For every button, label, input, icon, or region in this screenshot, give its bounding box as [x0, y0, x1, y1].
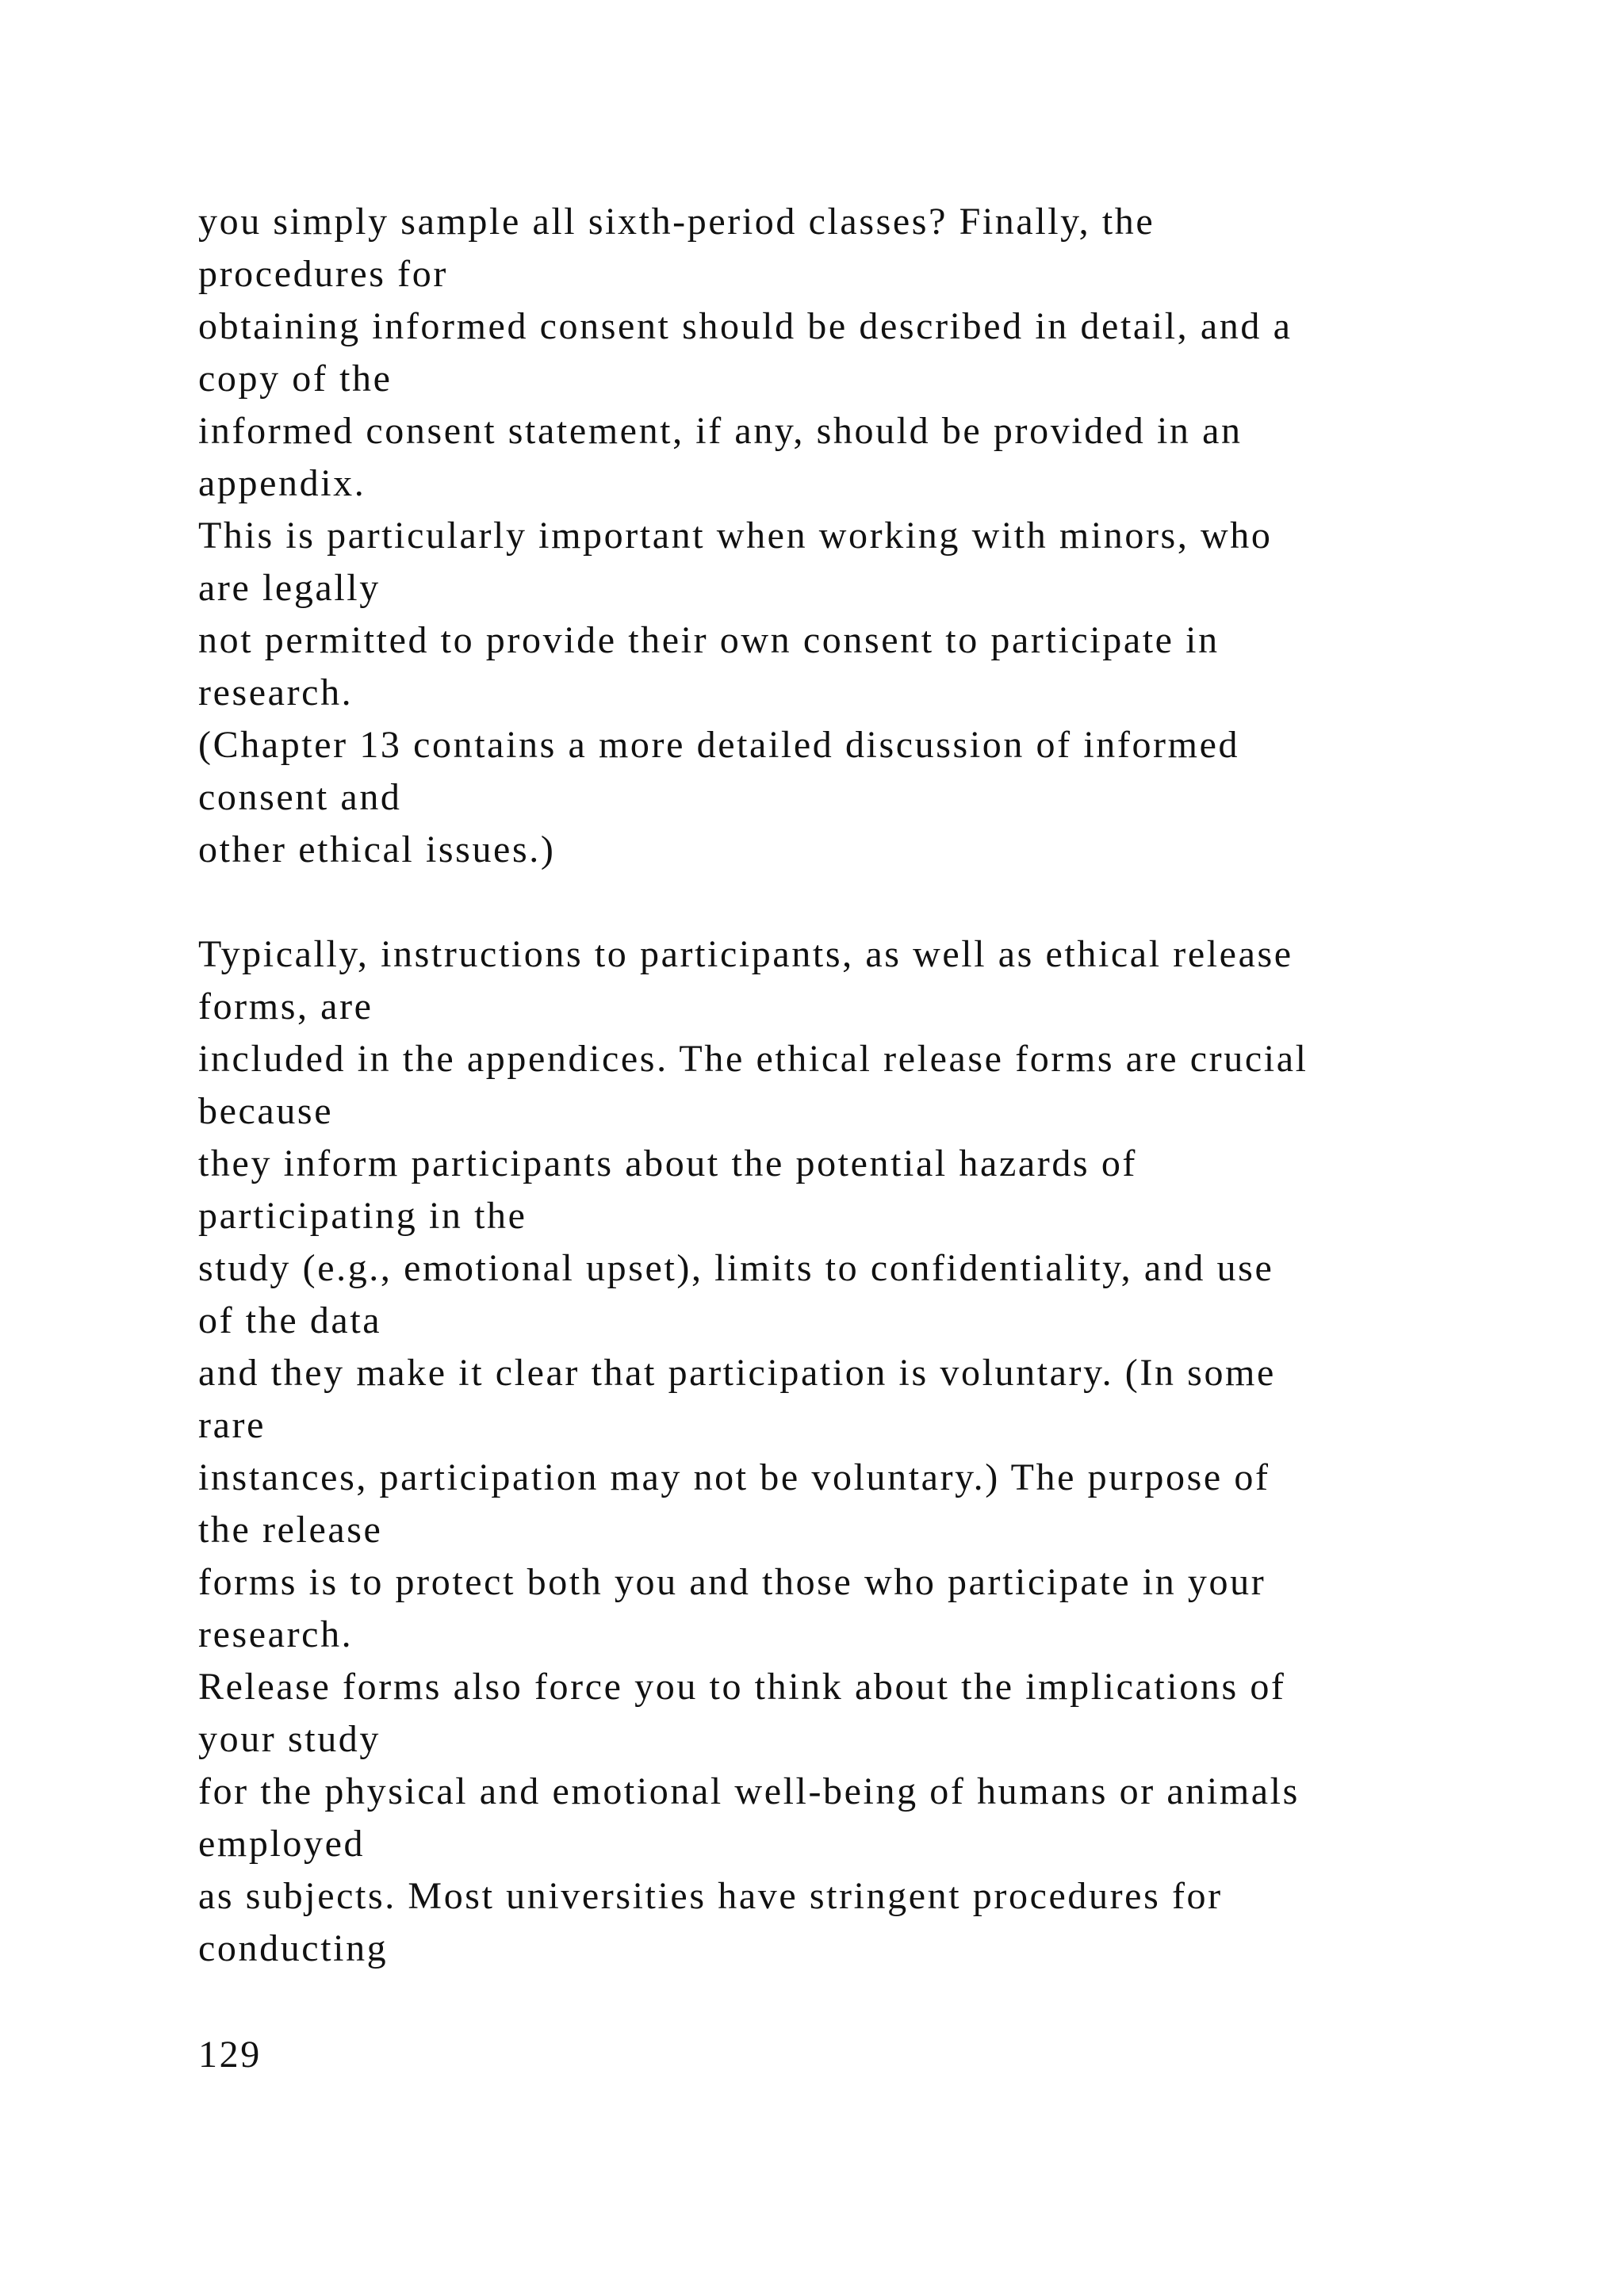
text-line: conducting	[198, 1927, 389, 1969]
text-line: consent and	[198, 776, 402, 818]
text-line: This is particularly important when working with minors, who	[198, 515, 1273, 557]
text-line: as subjects. Most universities have stringent procedures for	[198, 1875, 1223, 1917]
page-number: 129	[198, 2034, 262, 2076]
text-line: informed consent statement, if any, should be provided in an	[198, 410, 1243, 452]
text-line: they inform participants about the potential hazards of	[198, 1142, 1137, 1184]
text-line: Release forms also force you to think about the implications of	[198, 1666, 1286, 1708]
text-line: instances, participation may not be voluntary.) The purpose of	[198, 1456, 1270, 1498]
text-line: and they make it clear that participation is voluntary. (In some	[198, 1352, 1276, 1394]
paragraph-1	[198, 196, 1546, 876]
text-line: (Chapter 13 contains a more detailed discussion of informed	[198, 724, 1240, 766]
text-line: not permitted to provide their own consent to participate in	[198, 619, 1220, 661]
text-line: forms is to protect both you and those who participate in your	[198, 1561, 1266, 1603]
text-line: of the data	[198, 1299, 382, 1341]
text-line: included in the appendices. The ethical release forms are crucial	[198, 1038, 1308, 1080]
text-line: for the physical and emotional well-being of humans or animals	[198, 1770, 1300, 1812]
text-line: employed	[198, 1823, 366, 1865]
text-line: research.	[198, 1613, 354, 1655]
text-line: rare	[198, 1404, 266, 1446]
text-line: forms, are	[198, 985, 373, 1027]
text-line: obtaining informed consent should be described in detail, and a	[198, 305, 1293, 347]
body-text	[198, 196, 1546, 1975]
text-line: procedures for	[198, 253, 448, 295]
text-line: copy of the	[198, 358, 393, 400]
text-line: appendix.	[198, 462, 366, 504]
text-line: study (e.g., emotional upset), limits to confidentiality, and use	[198, 1247, 1274, 1289]
text-line: because	[198, 1090, 334, 1132]
text-line: participating in the	[198, 1195, 527, 1237]
text-line: you simply sample all sixth-period classes? Finally, the	[198, 201, 1155, 243]
text-line: the release	[198, 1509, 383, 1551]
text-line: Typically, instructions to participants, as well as ethical release	[198, 933, 1293, 975]
paragraph-break	[198, 876, 1546, 928]
text-line: are legally	[198, 567, 381, 609]
text-line: your study	[198, 1718, 381, 1760]
text-line: other ethical issues.)	[198, 828, 556, 871]
text-line: research.	[198, 672, 354, 714]
paragraph-2	[198, 928, 1546, 1975]
